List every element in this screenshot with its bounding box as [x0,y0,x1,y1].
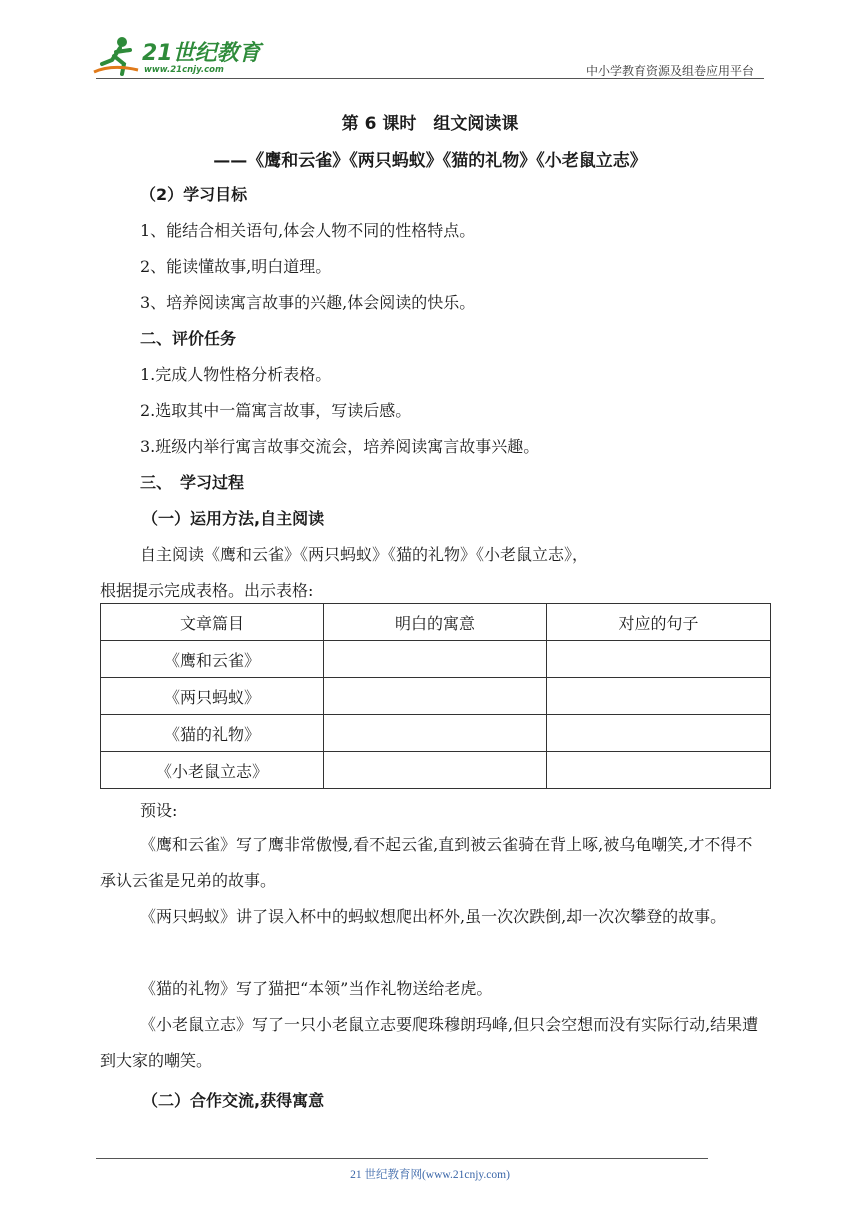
preset-paragraph [100,971,760,1007]
process-heading: 三、 学习过程 [140,473,245,492]
goals-heading: （2）学习目标 [140,185,248,204]
eval-item: 1.完成人物性格分析表格。 [140,365,332,384]
goal-item: 3、培养阅读寓言故事的兴趣,体会阅读的快乐。 [140,293,476,312]
table-cell [324,678,547,715]
eval-item: 2.选取其中一篇寓言故事，写读后感。 [140,401,412,420]
runner-logo-icon [92,34,140,78]
footer-link[interactable]: 21 世纪教育网(www.21cnjy.com) [350,1169,510,1181]
site-logo [92,34,262,78]
footer-divider [96,1158,708,1159]
page-subtitle: ——《鹰和云雀》《两只蚂蚁》《猫的礼物》《小老鼠立志》 [213,151,647,171]
table-cell: 《鹰和云雀》 [101,641,324,678]
analysis-table [100,603,771,789]
table-header-row [101,604,771,641]
preset-paragraph [100,827,760,899]
table-header-cell: 明白的寓意 [324,604,547,641]
page-header [92,30,760,78]
table-header-cell: 对应的句子 [547,604,771,641]
eval-item: 3.班级内举行寓言故事交流会，培养阅读寓言故事兴趣。 [140,437,540,456]
preset-label: 预设: [140,801,178,820]
table-row [101,752,771,789]
logo-url: www.21cnjy.com [144,65,224,75]
table-cell [547,641,771,678]
preset-paragraph [100,1007,760,1079]
preset-text: 《鹰和云雀》写了鹰非常傲慢,看不起云雀,直到被云雀骑在背上啄,被乌龟嘲笑,才不得不承认云雀是兄弟的故事。 [100,835,753,890]
table-cell [547,752,771,789]
table-cell [324,715,547,752]
platform-label: 中小学教育资源及组卷应用平台 [585,64,754,78]
table-cell: 《两只蚂蚁》 [101,678,324,715]
page-title: 第 6 课时 组文阅读课 [341,114,519,134]
preset-paragraph [100,899,760,935]
table-header-cell: 文章篇目 [101,604,324,641]
table-cell [547,715,771,752]
table-cell [324,752,547,789]
eval-heading: 二、评价任务 [140,329,237,348]
preset-text: 《两只蚂蚁》讲了误入杯中的蚂蚁想爬出杯外,虽一次次跌倒,却一次次攀登的故事。 [140,907,727,926]
step1-heading: （一）运用方法,自主阅读 [142,509,325,528]
goal-item: 1、能结合相关语句,体会人物不同的性格特点。 [140,221,476,240]
table-row [101,715,771,752]
header-divider [96,78,764,79]
table-cell: 《猫的礼物》 [101,715,324,752]
logo-text: 21世纪教育 [142,41,261,66]
table-row [101,678,771,715]
table-cell: 《小老鼠立志》 [101,752,324,789]
step1-text-cont: 根据提示完成表格。出示表格: [100,581,314,600]
table-cell [324,641,547,678]
preset-text: 《小老鼠立志》写了一只小老鼠立志要爬珠穆朗玛峰,但只会空想而没有实际行动,结果遭到大家的嘲笑。 [100,1015,759,1070]
table-row [101,641,771,678]
table-cell [547,678,771,715]
preset-text: 《猫的礼物》写了猫把“本领”当作礼物送给老虎。 [140,979,493,998]
step1-text: 自主阅读《鹰和云雀》《两只蚂蚁》《猫的礼物》《小老鼠立志》， [140,545,589,564]
step2-heading: （二）合作交流,获得寓意 [142,1091,325,1110]
goal-item: 2、能读懂故事,明白道理。 [140,257,332,276]
